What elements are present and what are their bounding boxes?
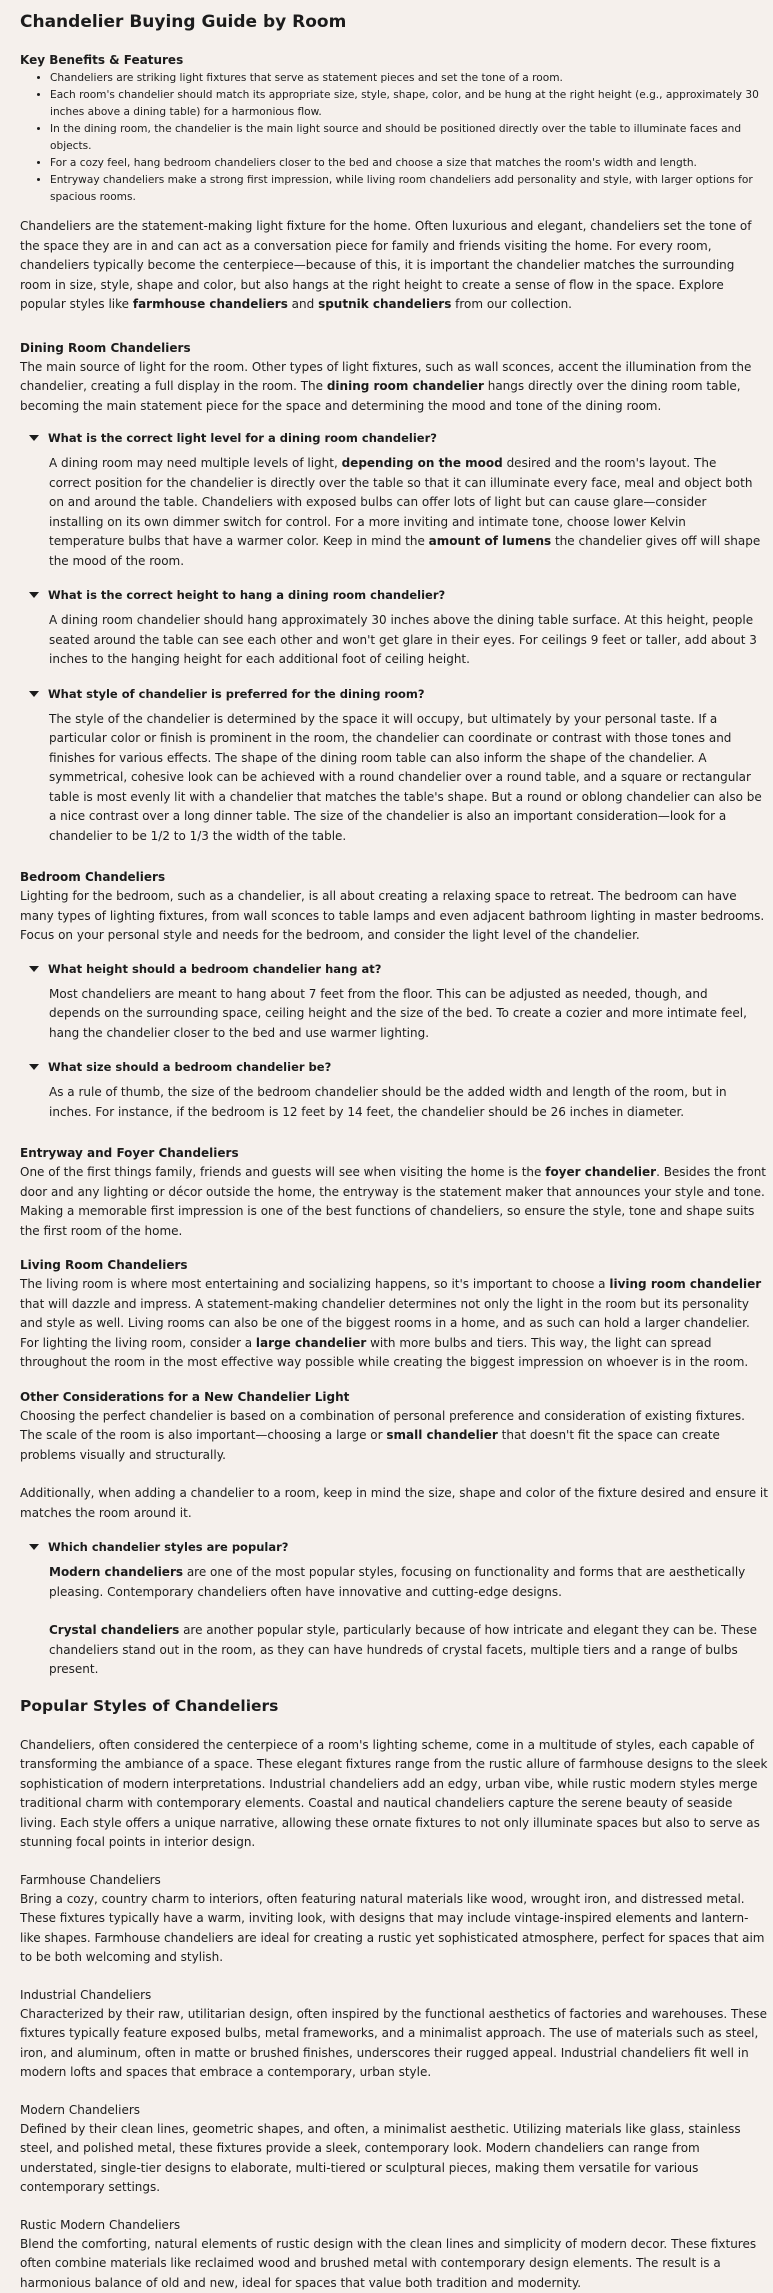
intro-text: and [288, 297, 318, 311]
faq-dining-light-level [20, 430, 768, 571]
faq-toggle[interactable] [20, 587, 768, 603]
style-industrial [20, 1986, 768, 2083]
list-item: • In the dining room, the chandelier is the main light source and should be positioned directly over the table to illuminate faces and objects. [50, 121, 768, 155]
foyer-chandelier-link[interactable]: foyer chandelier [545, 1165, 656, 1179]
faq-answer [20, 1083, 768, 1122]
style-title: Modern Chandeliers [20, 2101, 768, 2120]
faq-text: A dining room chandelier should hang approximately 30 inches above the dining table surface. At this height, people seated around the table can see each other and won't get glare in their eyes. For ceilings 9 feet or taller, add about 3 inches to the hanging height for each additional foot of ceiling height. [49, 611, 762, 670]
faq-question: What height should a bedroom chandelier hang at? [48, 961, 381, 977]
caret-down-icon [29, 1064, 39, 1070]
entryway-text: . Besides the front door and any lighting or décor outside the home, the entryway is the statement maker that announces your style and tone. Making a memorable first impression is one of the best functions of chandeliers, so ensure the style, tone and shape suits the first room of the home. [20, 1165, 766, 1238]
living-paragraph [20, 1275, 768, 1373]
faq-question: What is the correct height to hang a dining room chandelier? [48, 587, 445, 603]
style-title: Industrial Chandeliers [20, 1986, 768, 2005]
caret-down-icon [29, 1544, 39, 1550]
intro-text: Chandeliers are the statement-making light fixture for the home. Often luxurious and elegant, chandeliers set the tone of the space they are in and can act as a conversation piece for family and friends visiting the home. For every room, chandeliers typically become the centerpiece—because of this, it is important the chandelier matches the surrounding room in size, style, shape and color, but also hangs at the right height to create a sense of flow in the space. Explore popular styles like [20, 219, 752, 311]
bedroom-paragraph: Lighting for the bedroom, such as a chandelier, is all about creating a relaxing space to retreat. The bedroom can have many types of lighting fixtures, from wall sconces to table lamps and even adjacent bathroom lighting in master bedrooms. Focus on your personal style and needs for the bedroom, and consider the light level of the chandelier. [20, 887, 768, 946]
page-title: Chandelier Buying Guide by Room [20, 12, 768, 32]
key-benefits-list [20, 70, 768, 206]
small-chandelier-link[interactable]: small chandelier [386, 1428, 497, 1442]
entryway-paragraph [20, 1163, 768, 1241]
dining-heading: Dining Room Chandeliers [20, 341, 191, 355]
faq-text: are another popular style, particularly because of how intricate and elegant they can be. These chandeliers stand out in the room, as they can have hundreds of crystal facets, multiple tiers and a range of bulbs present. [49, 1623, 757, 1676]
list-item: • Each room's chandelier should match its appropriate size, style, shape, color, and be hung at the right height (e.g., approximately 30 inches above a dining table) for a harmonious flow. [50, 87, 768, 121]
faq-popular-styles [20, 1539, 768, 1680]
dining-room-chandelier-link[interactable]: dining room chandelier [327, 379, 484, 393]
other-text: Choosing the perfect chandelier is based on a combination of personal preference and consideration of existing fixtures. The scale of the room is also important—choosing a large or [20, 1409, 745, 1443]
list-item: • Chandeliers are striking light fixtures that serve as statement pieces and set the tone of a room. [50, 70, 768, 87]
farmhouse-link[interactable]: farmhouse chandeliers [133, 297, 288, 311]
faq-toggle[interactable] [20, 1539, 768, 1555]
modern-chandeliers-link[interactable]: Modern chandeliers [49, 1565, 183, 1579]
living-text: The living room is where most entertaining and socializing happens, so it's important to choose a [20, 1277, 609, 1291]
faq-toggle[interactable] [20, 1059, 768, 1075]
popular-styles-section [20, 1696, 768, 2293]
faq-answer [20, 611, 768, 670]
dining-section [20, 339, 768, 847]
caret-down-icon [29, 435, 39, 441]
faq-text: desired and the room's layout. The correct position for the chandelier is directly over the table so that it can illuminate every face, meal and object both on and around the table. Chandeliers with exposed bulbs can offer lots of light but can cause glare—consider installing on its own dimmer switch for control. For a more inviting and intimate tone, choose lower Kelvin temperature bulbs that have a warmer color. Keep in mind the [49, 456, 752, 548]
style-farmhouse [20, 1871, 768, 1968]
other-paragraph-2: Additionally, when adding a chandelier to a room, keep in mind the size, shape and color of the fixture desired and ensure it matches the room around it. [20, 1484, 768, 1523]
key-benefits-heading: Key Benefits & Features [20, 52, 768, 68]
faq-answer [20, 985, 768, 1044]
faq-dining-style [20, 686, 768, 847]
living-section [20, 1256, 768, 1373]
faq-dining-height [20, 587, 768, 670]
living-text: with more bulbs and tiers. This way, the light can spread throughout the room in the most effective way possible while creating the biggest impression on whoever is in the room. [20, 1336, 748, 1370]
list-item: • For a cozy feel, hang bedroom chandeliers closer to the bed and choose a size that matches the room's width and length. [50, 155, 768, 172]
living-room-chandelier-link[interactable]: living room chandelier [609, 1277, 761, 1291]
faq-question: What style of chandelier is preferred for the dining room? [48, 686, 425, 702]
list-item: • Entryway chandeliers make a strong first impression, while living room chandeliers add personality and style, with larger options for spacious rooms. [50, 172, 768, 206]
crystal-chandeliers-link[interactable]: Crystal chandeliers [49, 1623, 179, 1637]
faq-text: the chandelier gives off will shape the mood of the room. [49, 534, 760, 568]
other-section [20, 1388, 768, 1680]
living-text: that will dazzle and impress. A statement-making chandelier determines not only the light in the room but its personality and style as well. Living rooms can also be one of the biggest rooms in a home, and as such can hold a larger chandelier. For lighting the living room, consider a [20, 1297, 750, 1350]
faq-text: Most chandeliers are meant to hang about 7 feet from the floor. This can be adjusted as needed, though, and depends on the surrounding space, ceiling height and the size of the bed. To create a cozier and more intimate feel, hang the chandelier closer to the bed and use warmer lighting. [49, 985, 762, 1044]
faq-bedroom-height [20, 961, 768, 1044]
faq-toggle[interactable] [20, 686, 768, 702]
entryway-text: One of the first things family, friends and guests will see when visiting the home is the [20, 1165, 545, 1179]
dining-text: The main source of light for the room. Other types of light fixtures, such as wall sconces, accent the illumination from the chandelier, creating a full display in the room. The [20, 360, 751, 394]
entryway-section [20, 1144, 768, 1241]
intro-paragraph [20, 217, 768, 315]
living-heading: Living Room Chandeliers [20, 1258, 188, 1272]
dining-text: hangs directly over the dining room table, becoming the main statement piece for the space and determining the mood and tone of the dining room. [20, 379, 741, 413]
faq-text: As a rule of thumb, the size of the bedroom chandelier should be the added width and length of the room, but in inches. For instance, if the bedroom is 12 feet by 14 feet, the chandelier should be 26 inches in diameter. [49, 1083, 762, 1122]
faq-answer [20, 454, 768, 571]
bedroom-section [20, 868, 768, 1122]
faq-text: A dining room may need multiple levels of light, [49, 456, 342, 470]
popular-styles-heading: Popular Styles of Chandeliers [20, 1696, 768, 1716]
style-rustic-modern [20, 2216, 768, 2293]
style-modern [20, 2101, 768, 2198]
depending-on-mood-link[interactable]: depending on the mood [342, 456, 503, 470]
amount-of-lumens-link[interactable]: amount of lumens [429, 534, 551, 548]
faq-text: are one of the most popular styles, focusing on functionality and forms that are aesthetically pleasing. Contemporary chandeliers often have innovative and cutting-edge designs. [49, 1565, 745, 1599]
large-chandelier-link[interactable]: large chandelier [256, 1336, 366, 1350]
style-text: Defined by their clean lines, geometric shapes, and often, a minimalist aesthetic. Utilizing materials like glass, stainless steel, and polished metal, these fixtures provide a sleek, contemporary look. Modern chandeliers can range from understated, single-tier designs to elaborate, multi-tiered or sculptural pieces, making them versatile for various contemporary settings. [20, 2120, 768, 2198]
faq-question: What is the correct light level for a dining room chandelier? [48, 430, 437, 446]
style-title: Farmhouse Chandeliers [20, 1871, 768, 1890]
caret-down-icon [29, 691, 39, 697]
other-heading: Other Considerations for a New Chandelier Light [20, 1390, 349, 1404]
style-text: Characterized by their raw, utilitarian design, often inspired by the functional aesthetics of factories and warehouses. These fixtures typically feature exposed bulbs, metal frameworks, and a minimalist approach. The use of materials such as steel, iron, and aluminum, often in matte or brushed finishes, underscores their rugged appeal. Industrial chandeliers fit well in modern lofts and spaces that embrace a contemporary, urban style. [20, 2005, 768, 2083]
caret-down-icon [29, 966, 39, 972]
faq-answer [20, 1563, 768, 1680]
faq-toggle[interactable] [20, 430, 768, 446]
intro-text: from our collection. [451, 297, 572, 311]
popular-intro: Chandeliers, often considered the centerpiece of a room's lighting scheme, come in a multitude of styles, each capable of transforming the ambiance of a space. These elegant fixtures range from the rustic allure of farmhouse designs to the sleek sophistication of modern interpretations. Industrial chandeliers add an edgy, urban vibe, while rustic modern styles merge traditional charm with contemporary elements. Coastal and nautical chandeliers capture the serene beauty of seaside living. Each style offers a unique narrative, allowing these ornate fixtures to not only illuminate spaces but also to serve as stunning focal points in interior design. [20, 1736, 768, 1853]
faq-text: The style of the chandelier is determined by the space it will occupy, but ultimately by your personal taste. If a particular color or finish is prominent in the room, the chandelier can coordinate or contrast with those tones and finishes for various effects. The shape of the dining room table can also inform the shape of the chandelier. A symmetrical, cohesive look can be achieved with a round chandelier over a round table, and a square or rectangular table is most evenly lit with a chandelier that matches the table's shape. But a round or oblong chandelier can also be a nice contrast over a long dinner table. The size of the chandelier is also an important consideration—look for a chandelier to be 1/2 to 1/3 the width of the table. [49, 710, 762, 847]
faq-bedroom-size [20, 1059, 768, 1122]
other-paragraph [20, 1407, 768, 1466]
caret-down-icon [29, 592, 39, 598]
style-title: Rustic Modern Chandeliers [20, 2216, 768, 2235]
faq-question: What size should a bedroom chandelier be? [48, 1059, 331, 1075]
faq-toggle[interactable] [20, 961, 768, 977]
other-text: that doesn't fit the space can create problems visually and structurally. [20, 1428, 720, 1462]
style-text: Blend the comforting, natural elements of rustic design with the clean lines and simplicity of modern decor. These fixtures often combine materials like reclaimed wood and brushed metal with contemporary design elements. The result is a harmonious balance of old and new, ideal for spaces that value both tradition and modernity. [20, 2235, 768, 2293]
faq-answer [20, 710, 768, 847]
entryway-heading: Entryway and Foyer Chandeliers [20, 1146, 239, 1160]
sputnik-link[interactable]: sputnik chandeliers [318, 297, 451, 311]
style-text: Bring a cozy, country charm to interiors, often featuring natural materials like wood, wrought iron, and distressed metal. These fixtures typically have a warm, inviting look, with designs that may include vintage-inspired elements and lantern-like shapes. Farmhouse chandeliers are ideal for creating a rustic yet sophisticated atmosphere, perfect for spaces that aim to be both welcoming and stylish. [20, 1890, 768, 1968]
dining-paragraph [20, 358, 768, 417]
bedroom-heading: Bedroom Chandeliers [20, 870, 165, 884]
faq-question: Which chandelier styles are popular? [48, 1539, 288, 1555]
